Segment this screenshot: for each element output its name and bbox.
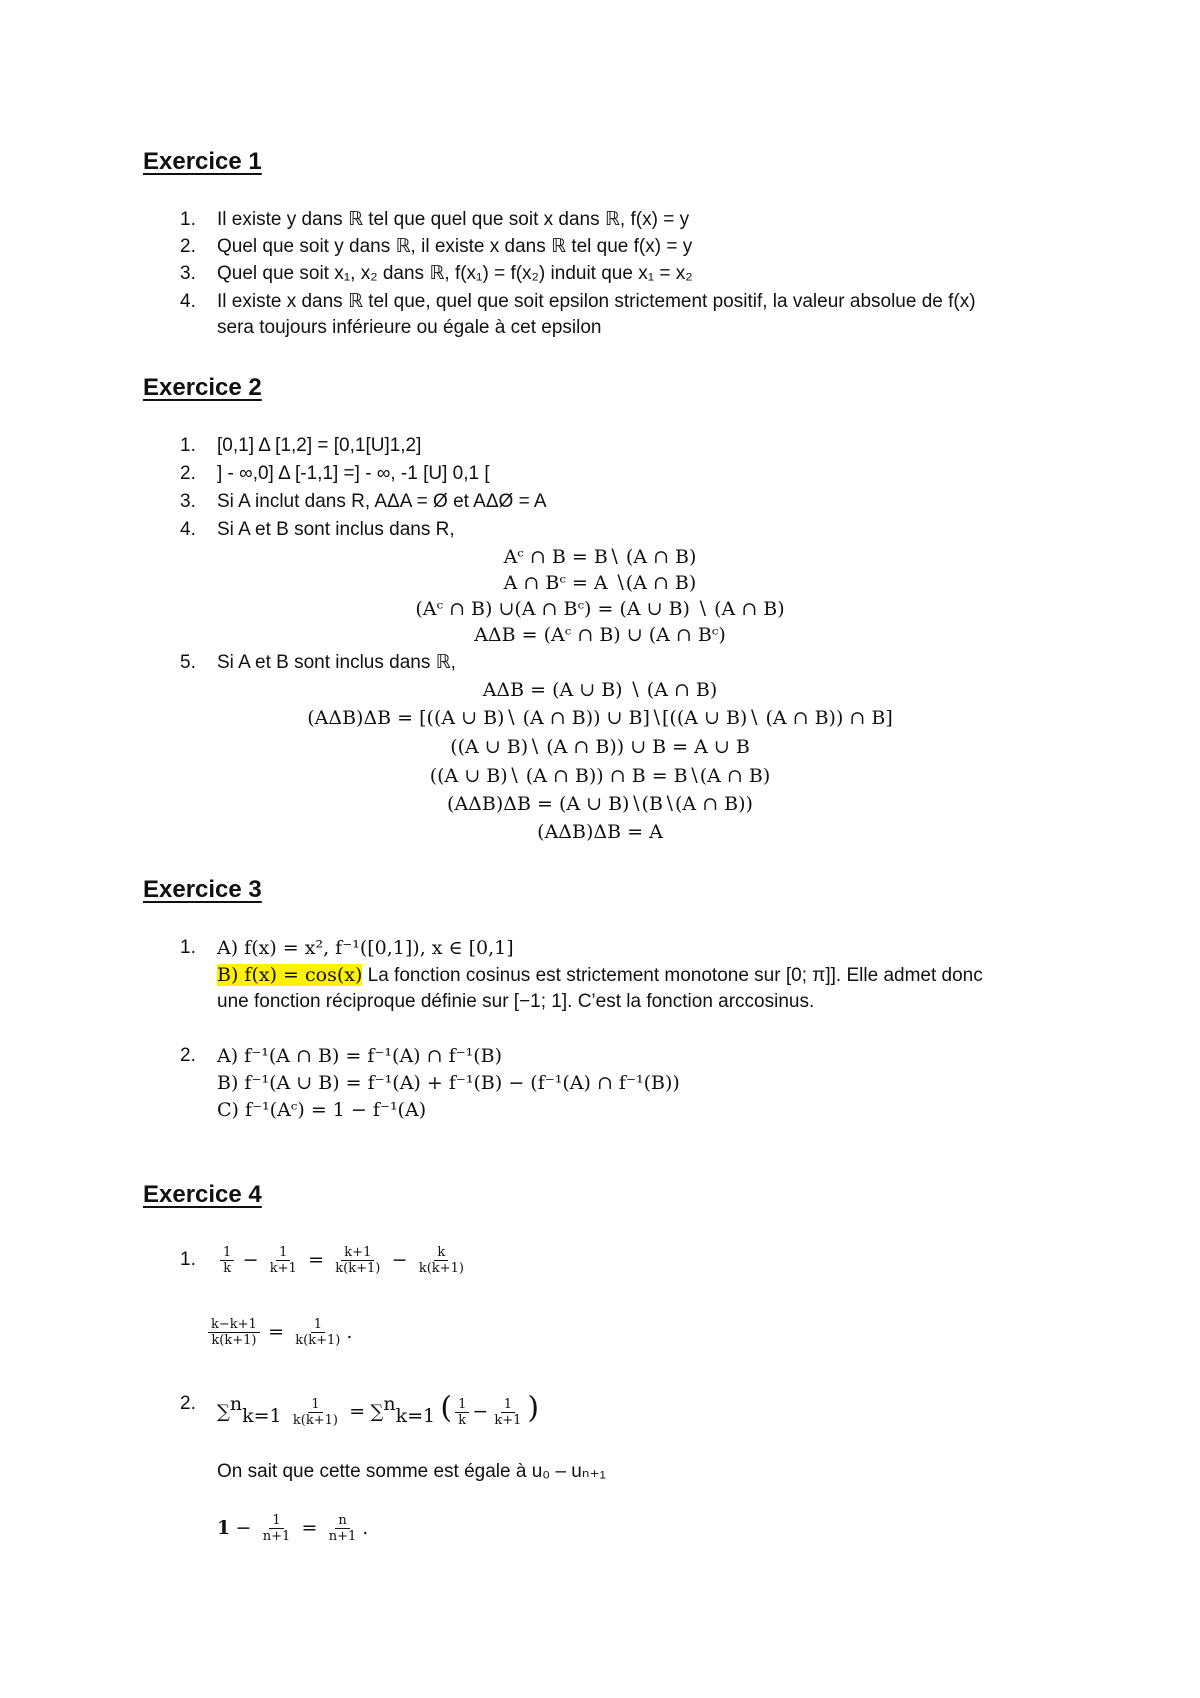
exercise-1-title: Exercice 1 <box>143 148 262 175</box>
exercise-4-title: Exercice 4 <box>143 1181 262 1208</box>
fraction: $\frac{1}{k}$ <box>455 1397 469 1428</box>
list-number: 2. <box>180 236 196 257</box>
sum-note: On sait que cette somme est égale à u₀ – uₙ₊₁ <box>217 1461 606 1482</box>
answer-1b-continued: une fonction réciproque définie sur [−1; 1]. C’est la fonction arccosinus. <box>217 991 815 1012</box>
fraction: $\frac{n}{n+1}$ <box>328 1513 357 1545</box>
list-item-text: Quel que soit x₁, x₂ dans ℝ, f(x₁) = f(x₂) induit que x₁ = x₂ <box>217 263 693 284</box>
fraction: $\frac{1}{n+1}$ <box>262 1513 291 1545</box>
list-number: 2. <box>180 463 196 484</box>
list-item-text: ] - ∞,0] Δ [-1,1] =] - ∞, -1 [U] 0,1 [ <box>217 463 490 484</box>
list-item-text: Si A et B sont inclus dans R, <box>217 519 455 540</box>
equation: ((A ∪ B)∖ (A ∩ B)) ∪ B = A ∪ B <box>450 736 750 758</box>
equation: ((A ∪ B)∖ (A ∩ B)) ∩ B = B∖(A ∩ B) <box>429 765 771 787</box>
equation: (AΔB)ΔB = A <box>537 821 663 843</box>
equation: AΔB = (Aᶜ ∩ B) ∪ (A ∩ Bᶜ) <box>474 624 726 646</box>
list-number: 1. <box>180 209 196 230</box>
list-item-text: Quel que soit y dans ℝ, il existe x dans ℝ tel que f(x) = y <box>217 236 693 257</box>
fraction: $\frac{1}{k+1}$ <box>494 1396 522 1428</box>
exercise-3-title: Exercice 3 <box>143 876 262 903</box>
fraction: $\frac{k-k+1}{k(k+1)}$ <box>208 1317 260 1348</box>
answer-1b <box>217 963 983 988</box>
list-item-text: Si A et B sont inclus dans ℝ, <box>217 652 456 673</box>
list-number: 1. <box>180 1249 196 1270</box>
answer-1b-text: La fonction cosinus est strictement monotone sur [0; π]]. Elle admet donc <box>362 965 983 986</box>
fraction: $\frac{1}{k+1}$ <box>269 1245 297 1277</box>
answer-2b: B) f⁻¹(A ∪ B) = f⁻¹(A) + f⁻¹(B) − (f⁻¹(A) ∩ f⁻¹(B)) <box>217 1072 680 1094</box>
highlighted-formula: B) f(x) = cos(x) <box>217 964 363 986</box>
list-number: 2. <box>180 1045 196 1066</box>
list-item-text: Il existe y dans ℝ tel que quel que soit x dans ℝ, f(x) = y <box>217 209 690 230</box>
list-item-text: Si A inclut dans R, AΔA = Ø et AΔØ = A <box>217 491 547 512</box>
fraction-equation-1: $\frac{1}{k}$ − $\frac{1}{k+1}$ = $\frac{k+1}{k(k+1)}$ − $\frac{k}{k(k+1)}$ <box>217 1236 470 1284</box>
equation: Aᶜ ∩ B = B∖ (A ∩ B) <box>503 546 697 568</box>
list-item-text-continued: sera toujours inférieure ou égale à cet epsilon <box>217 317 602 338</box>
list-number: 1. <box>180 435 196 456</box>
final-equation: 1 − $\frac{1}{n+1}$ = $\frac{n}{n+1}$ . <box>217 1513 369 1545</box>
fraction: $\frac{1}{k}$ <box>220 1245 234 1276</box>
list-number: 4. <box>180 291 196 312</box>
equation: A ∩ Bᶜ = A ∖(A ∩ B) <box>503 572 697 594</box>
list-number: 5. <box>180 652 196 673</box>
equation: (AΔB)ΔB = [((A ∪ B)∖ (A ∩ B)) ∪ B]∖[((A ∪ B)∖ (A ∩ B)) ∩ B] <box>307 707 893 729</box>
equation: (AΔB)ΔB = (A ∪ B)∖(B∖(A ∩ B)) <box>447 793 753 815</box>
fraction-equation-2: $\frac{k-k+1}{k(k+1)}$ = $\frac{1}{k(k+1)}$ . <box>205 1308 352 1356</box>
fraction: $\frac{k+1}{k(k+1)}$ <box>335 1245 381 1277</box>
list-item-text: [0,1] Δ [1,2] = [0,1[U]1,2] <box>217 435 422 456</box>
list-number: 3. <box>180 491 196 512</box>
answer-2c: C) f⁻¹(Aᶜ) = 1 − f⁻¹(A) <box>217 1099 427 1121</box>
exercise-2-title: Exercice 2 <box>143 374 262 401</box>
list-number: 2. <box>180 1393 196 1414</box>
equation: (Aᶜ ∩ B) ∪(A ∩ Bᶜ) = (A ∪ B) ∖ (A ∩ B) <box>415 598 785 620</box>
sum-equation: ∑$^n_{k=1}$ $\frac{1}{k(k+1)}$ = ∑$^n_{k=1}$ ( $\frac{1}{k}$ − $\frac{1}{k+1}$ ) <box>217 1390 540 1428</box>
answer-2a: A) f⁻¹(A ∩ B) = f⁻¹(A) ∩ f⁻¹(B) <box>217 1045 503 1067</box>
fraction: $\frac{k}{k(k+1)}$ <box>418 1245 464 1277</box>
fraction: $\frac{1}{k(k+1)}$ <box>292 1396 338 1428</box>
equation: AΔB = (A ∪ B) ∖ (A ∩ B) <box>482 679 718 701</box>
list-number: 1. <box>180 937 196 958</box>
list-number: 3. <box>180 263 196 284</box>
fraction: $\frac{1}{k(k+1)}$ <box>295 1317 341 1349</box>
list-number: 4. <box>180 519 196 540</box>
list-item-text: Il existe x dans ℝ tel que, quel que soit epsilon strictement positif, la valeur absolue de f(x) <box>217 291 976 312</box>
answer-1a: A) f(x) = x², f⁻¹([0,1]), x ∈ [0,1] <box>217 937 514 959</box>
